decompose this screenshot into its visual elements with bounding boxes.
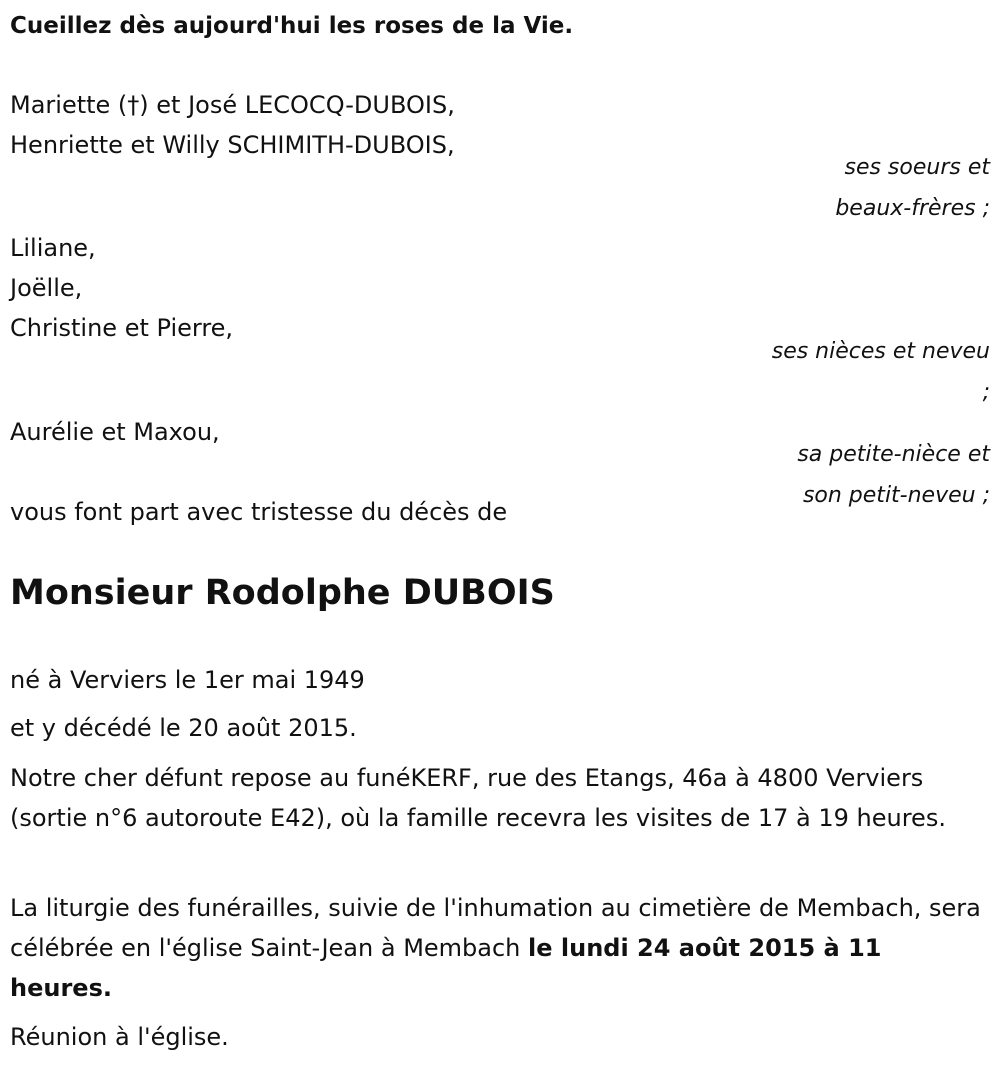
relation-label: beaux-frères ; [835,196,990,221]
family-member-line: Liliane, [10,234,96,262]
relation-label: sa petite-nièce et [797,442,990,467]
relation-label: ; [982,380,990,405]
family-member-line: Mariette (†) et José LECOCQ-DUBOIS, [10,91,455,119]
relation-label: ses nièces et neveu [771,339,990,364]
family-member-line: Christine et Pierre, [10,314,234,342]
birth-line: né à Verviers le 1er mai 1949 [10,666,365,694]
rest-paragraph: Notre cher défunt repose au funéKERF, rue des Etangs, 46a à 4800 Verviers (sortie n°6 autoroute E42), où la famille recevra les visites de 17 à 19 heures. [10,764,946,832]
meeting-line: Réunion à l'église. [10,1023,229,1051]
liturgy-text: La liturgie des funérailles, suivie de l'inhumation au cimetière de Membach, sera célébrée en l'église Saint-Jean à Membach [10,894,981,962]
death-line: et y décédé le 20 août 2015. [10,714,357,742]
relation-label: son petit-neveu ; [802,483,990,508]
liturgy-date: le lundi 24 août 2015 à 11 heures. [10,934,882,1002]
family-member-line: Joëlle, [10,274,83,302]
epigraph: Cueillez dès aujourd'hui les roses de la Vie. [10,13,574,39]
relation-label: ses soeurs et [844,155,990,180]
deceased-name: Monsieur Rodolphe DUBOIS [10,573,555,613]
liturgy-paragraph [10,888,990,1008]
announcement-line: vous font part avec tristesse du décès de [10,498,508,526]
family-member-line: Aurélie et Maxou, [10,418,220,446]
family-member-line: Henriette et Willy SCHIMITH-DUBOIS, [10,131,455,159]
